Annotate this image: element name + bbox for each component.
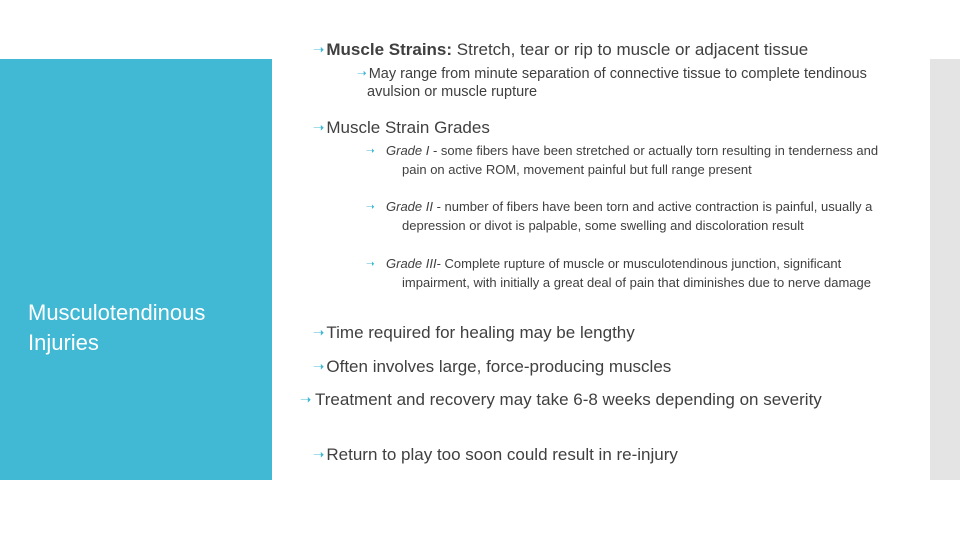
bullet-healing: [313, 322, 913, 344]
bullet-return: [313, 444, 913, 466]
bullet-arrow-icon: ➝: [357, 67, 367, 80]
bullet-arrow-icon: ➝: [313, 359, 325, 374]
grade1-label: Grade I: [386, 143, 430, 158]
bullet-muscle-strains: [313, 39, 913, 61]
bullet-grades-heading: [313, 117, 913, 139]
bullet-arrow-icon: ➝: [313, 42, 325, 57]
strains-sub-text: May range from minute separation of connective tissue to complete tendinous avulsion or muscle rupture: [367, 66, 867, 100]
bullet-strains-sub: [357, 65, 897, 101]
muscles-text: Often involves large, force-producing muscles: [326, 357, 672, 376]
grade2-label: Grade II: [386, 199, 433, 214]
treatment-text: Treatment and recovery may take 6-8 weeks depending on severity: [315, 390, 822, 409]
bullet-treatment: ➝ Treatment and recovery may take 6-8 weeks depending on severity: [300, 390, 822, 409]
grades-heading: Muscle Strain Grades: [326, 118, 490, 137]
bullet-muscles: [313, 356, 913, 378]
grade3-text: - Complete rupture of muscle or musculotendinous junction, significant impairment, with initially a great deal of pain that diminishes due to nerve damage: [402, 256, 871, 290]
grade3-label: Grade III: [386, 256, 437, 271]
strains-label: Muscle Strains:: [326, 40, 453, 59]
bullet-arrow-icon: ➝: [313, 120, 325, 135]
healing-text: Time required for healing may be lengthy: [326, 323, 635, 342]
grade1-text: - some fibers have been stretched or actually torn resulting in tenderness and pain on active ROM, movement painful but full range present: [402, 143, 879, 177]
bullet-arrow-icon: ➝: [313, 325, 325, 340]
bullet-grade-3: ➝ Grade III- Complete rupture of muscle or musculotendinous junction, significant impairment, with initially a great deal of pain that diminishes due to nerve damage: [366, 256, 871, 290]
grade2-text: - number of fibers have been torn and active contraction is painful, usually a depression or divot is palpable, some swelling and discoloration result: [402, 199, 873, 233]
right-sidebar-bar: [930, 59, 960, 480]
bullet-arrow-icon: ➝: [313, 447, 325, 462]
slide-title: Musculotendinous Injuries: [28, 300, 206, 355]
return-text: Return to play too soon could result in re-injury: [326, 445, 678, 464]
strains-text: Stretch, tear or rip to muscle or adjacent tissue: [452, 40, 809, 59]
bullet-grade-2: ➝ Grade II - number of fibers have been torn and active contraction is painful, usually a depression or divot is palpable, some swelling and discoloration result: [366, 199, 873, 233]
bullet-grade-1: ➝ Grade I - some fibers have been stretched or actually torn resulting in tenderness and pain on active ROM, movement painful but full range present: [366, 143, 879, 177]
title-panel: [0, 59, 272, 480]
